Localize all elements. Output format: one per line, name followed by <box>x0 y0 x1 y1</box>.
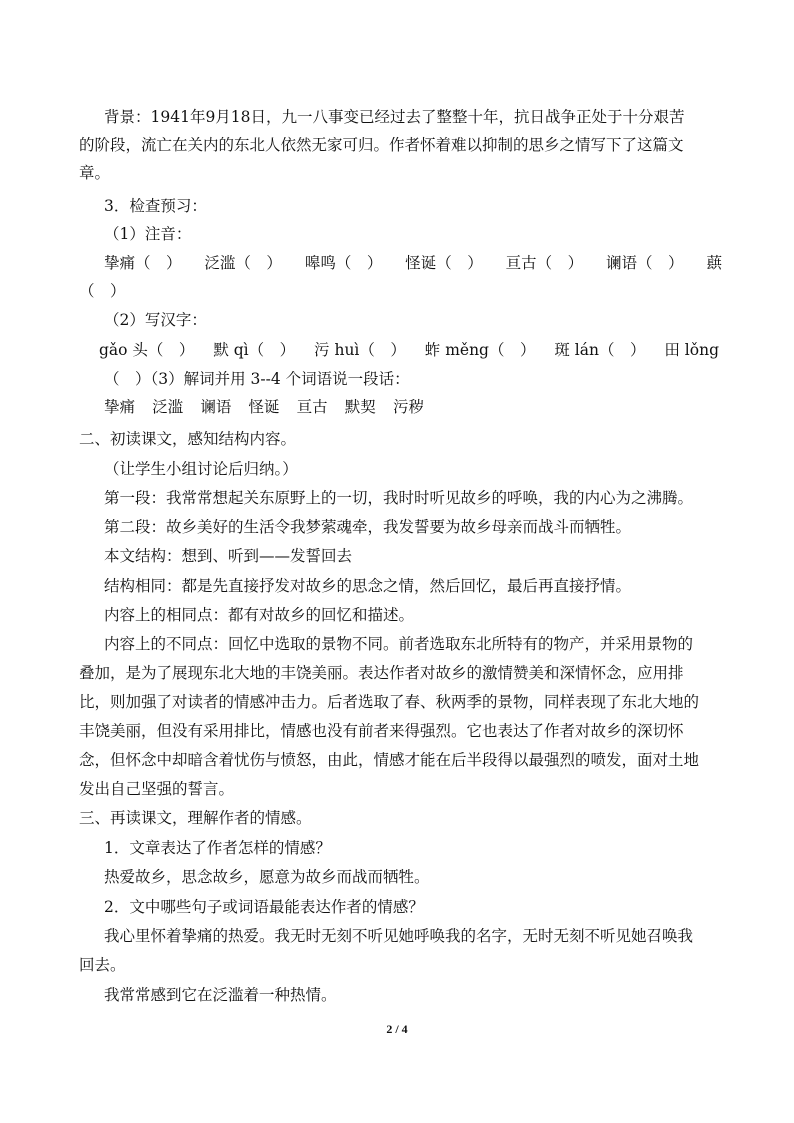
content-difference-line: 发出自己坚强的誓言。 <box>79 780 235 798</box>
pinyin-item: 亘古（ ） <box>505 254 584 272</box>
pinyin-item: 谰语（ ） <box>606 254 684 272</box>
hanzi-items-row <box>99 339 719 361</box>
pinyin-items-row <box>104 252 722 274</box>
pinyin-item: 怪诞（ ） <box>405 254 483 272</box>
pinyin-wrap: （ ） <box>79 282 126 300</box>
content-difference-line: 比，则加强了对读者的情感冲击力。后者选取了春、秋两季的景物，同样表现了东北大地的 <box>79 693 700 711</box>
hanzi-item: 田 lǒng <box>664 341 719 359</box>
question-1: 1．文章表达了作者怎样的情感？ <box>104 839 331 857</box>
paragraph-two-summary: 第二段：故乡美好的生活令我梦萦魂牵，我发誓要为故乡母亲而战斗而牺牲。 <box>104 518 632 536</box>
preview-heading: 3．检查预习： <box>104 197 207 215</box>
answer-1: 热爱故乡，思念故乡，愿意为故乡而战而牺牲。 <box>104 868 430 886</box>
content-similarity: 内容上的相同点：都有对故乡的回忆和描述。 <box>104 606 415 624</box>
section-2-heading: 二、初读课文，感知结构内容。 <box>79 430 297 448</box>
vocab-word: 亘古 <box>296 398 328 416</box>
vocab-word: 默契 <box>344 398 376 416</box>
hanzi-wrap: （ ）（3）解词并用 3--4 个词语说一段话： <box>104 370 410 388</box>
content-difference-line: 叠加，是为了展现东北大地的丰饶美丽。表达作者对故乡的激情赞美和深情怀念，应用排 <box>79 664 684 682</box>
vocab-word: 谰语 <box>200 398 232 416</box>
paragraph-one-summary: 第一段：我常常想起关东原野上的一切，我时时听见故乡的呼唤，我的内心为之沸腾。 <box>104 489 694 507</box>
text-structure: 本文结构：想到、听到——发誓回去 <box>104 547 353 565</box>
hanzi-item: 蚱 měng（ ） <box>424 341 536 359</box>
pinyin-item: 蕻 <box>706 254 722 272</box>
section-3-heading: 三、再读课文，理解作者的情感。 <box>79 809 312 827</box>
background-line-1: 背景：1941年9月18日，九一八事变已经过去了整整十年，抗日战争正处于十分艰苦 <box>104 108 685 126</box>
pinyin-heading: （1）注音： <box>104 225 192 243</box>
answer-2-line-2: 回去。 <box>79 956 126 974</box>
vocab-word: 泛滥 <box>152 398 184 416</box>
hanzi-item: 斑 lán（ ） <box>554 341 646 359</box>
discussion-note: （让学生小组讨论后归纳。） <box>104 460 298 478</box>
question-2: 2．文中哪些句子或词语最能表达作者的情感？ <box>104 898 424 916</box>
content-difference-line: 内容上的不同点：回忆中选取的景物不同。前者选取东北所特有的物产，并采用景物的 <box>104 635 694 653</box>
hanzi-item: 污 huì（ ） <box>314 341 406 359</box>
vocab-word: 怪诞 <box>248 398 280 416</box>
pinyin-item: 挚痛（ ） <box>104 254 182 272</box>
pinyin-item: 泛滥（ ） <box>204 254 282 272</box>
answer-2-line-1: 我心里怀着挚痛的热爱。我无时无刻不听见她呼唤我的名字，无时无刻不听见她召唤我 <box>104 927 694 945</box>
content-difference-line: 念，但怀念中却暗含着忧伤与愤怒，由此，情感才能在后半段得以最强烈的喷发，面对土地 <box>79 751 700 769</box>
hanzi-item: gǎo 头（ ） <box>99 341 195 359</box>
vocab-word: 挚痛 <box>104 398 136 416</box>
pinyin-item: 嗥鸣（ ） <box>304 254 383 272</box>
vocab-word: 污秽 <box>392 398 424 416</box>
background-line-2: 的阶段，流亡在关内的东北人依然无家可归。作者怀着难以抑制的思乡之情写下了这篇文 <box>79 136 684 154</box>
hanzi-heading: （2）写汉字： <box>104 311 207 329</box>
background-line-3: 章。 <box>79 164 111 182</box>
hanzi-item: 默 qì（ ） <box>213 341 296 359</box>
content-difference-line: 丰饶美丽，但没有采用排比，情感也没有前者来得强烈。它也表达了作者对故乡的深切怀 <box>79 722 684 740</box>
page-number: 2 / 4 <box>386 1022 408 1036</box>
structure-similarity: 结构相同：都是先直接抒发对故乡的思念之情，然后回忆，最后再直接抒情。 <box>104 577 632 595</box>
vocab-words-row <box>104 396 424 418</box>
answer-2-line-3: 我常常感到它在泛滥着一种热情。 <box>104 986 337 1004</box>
